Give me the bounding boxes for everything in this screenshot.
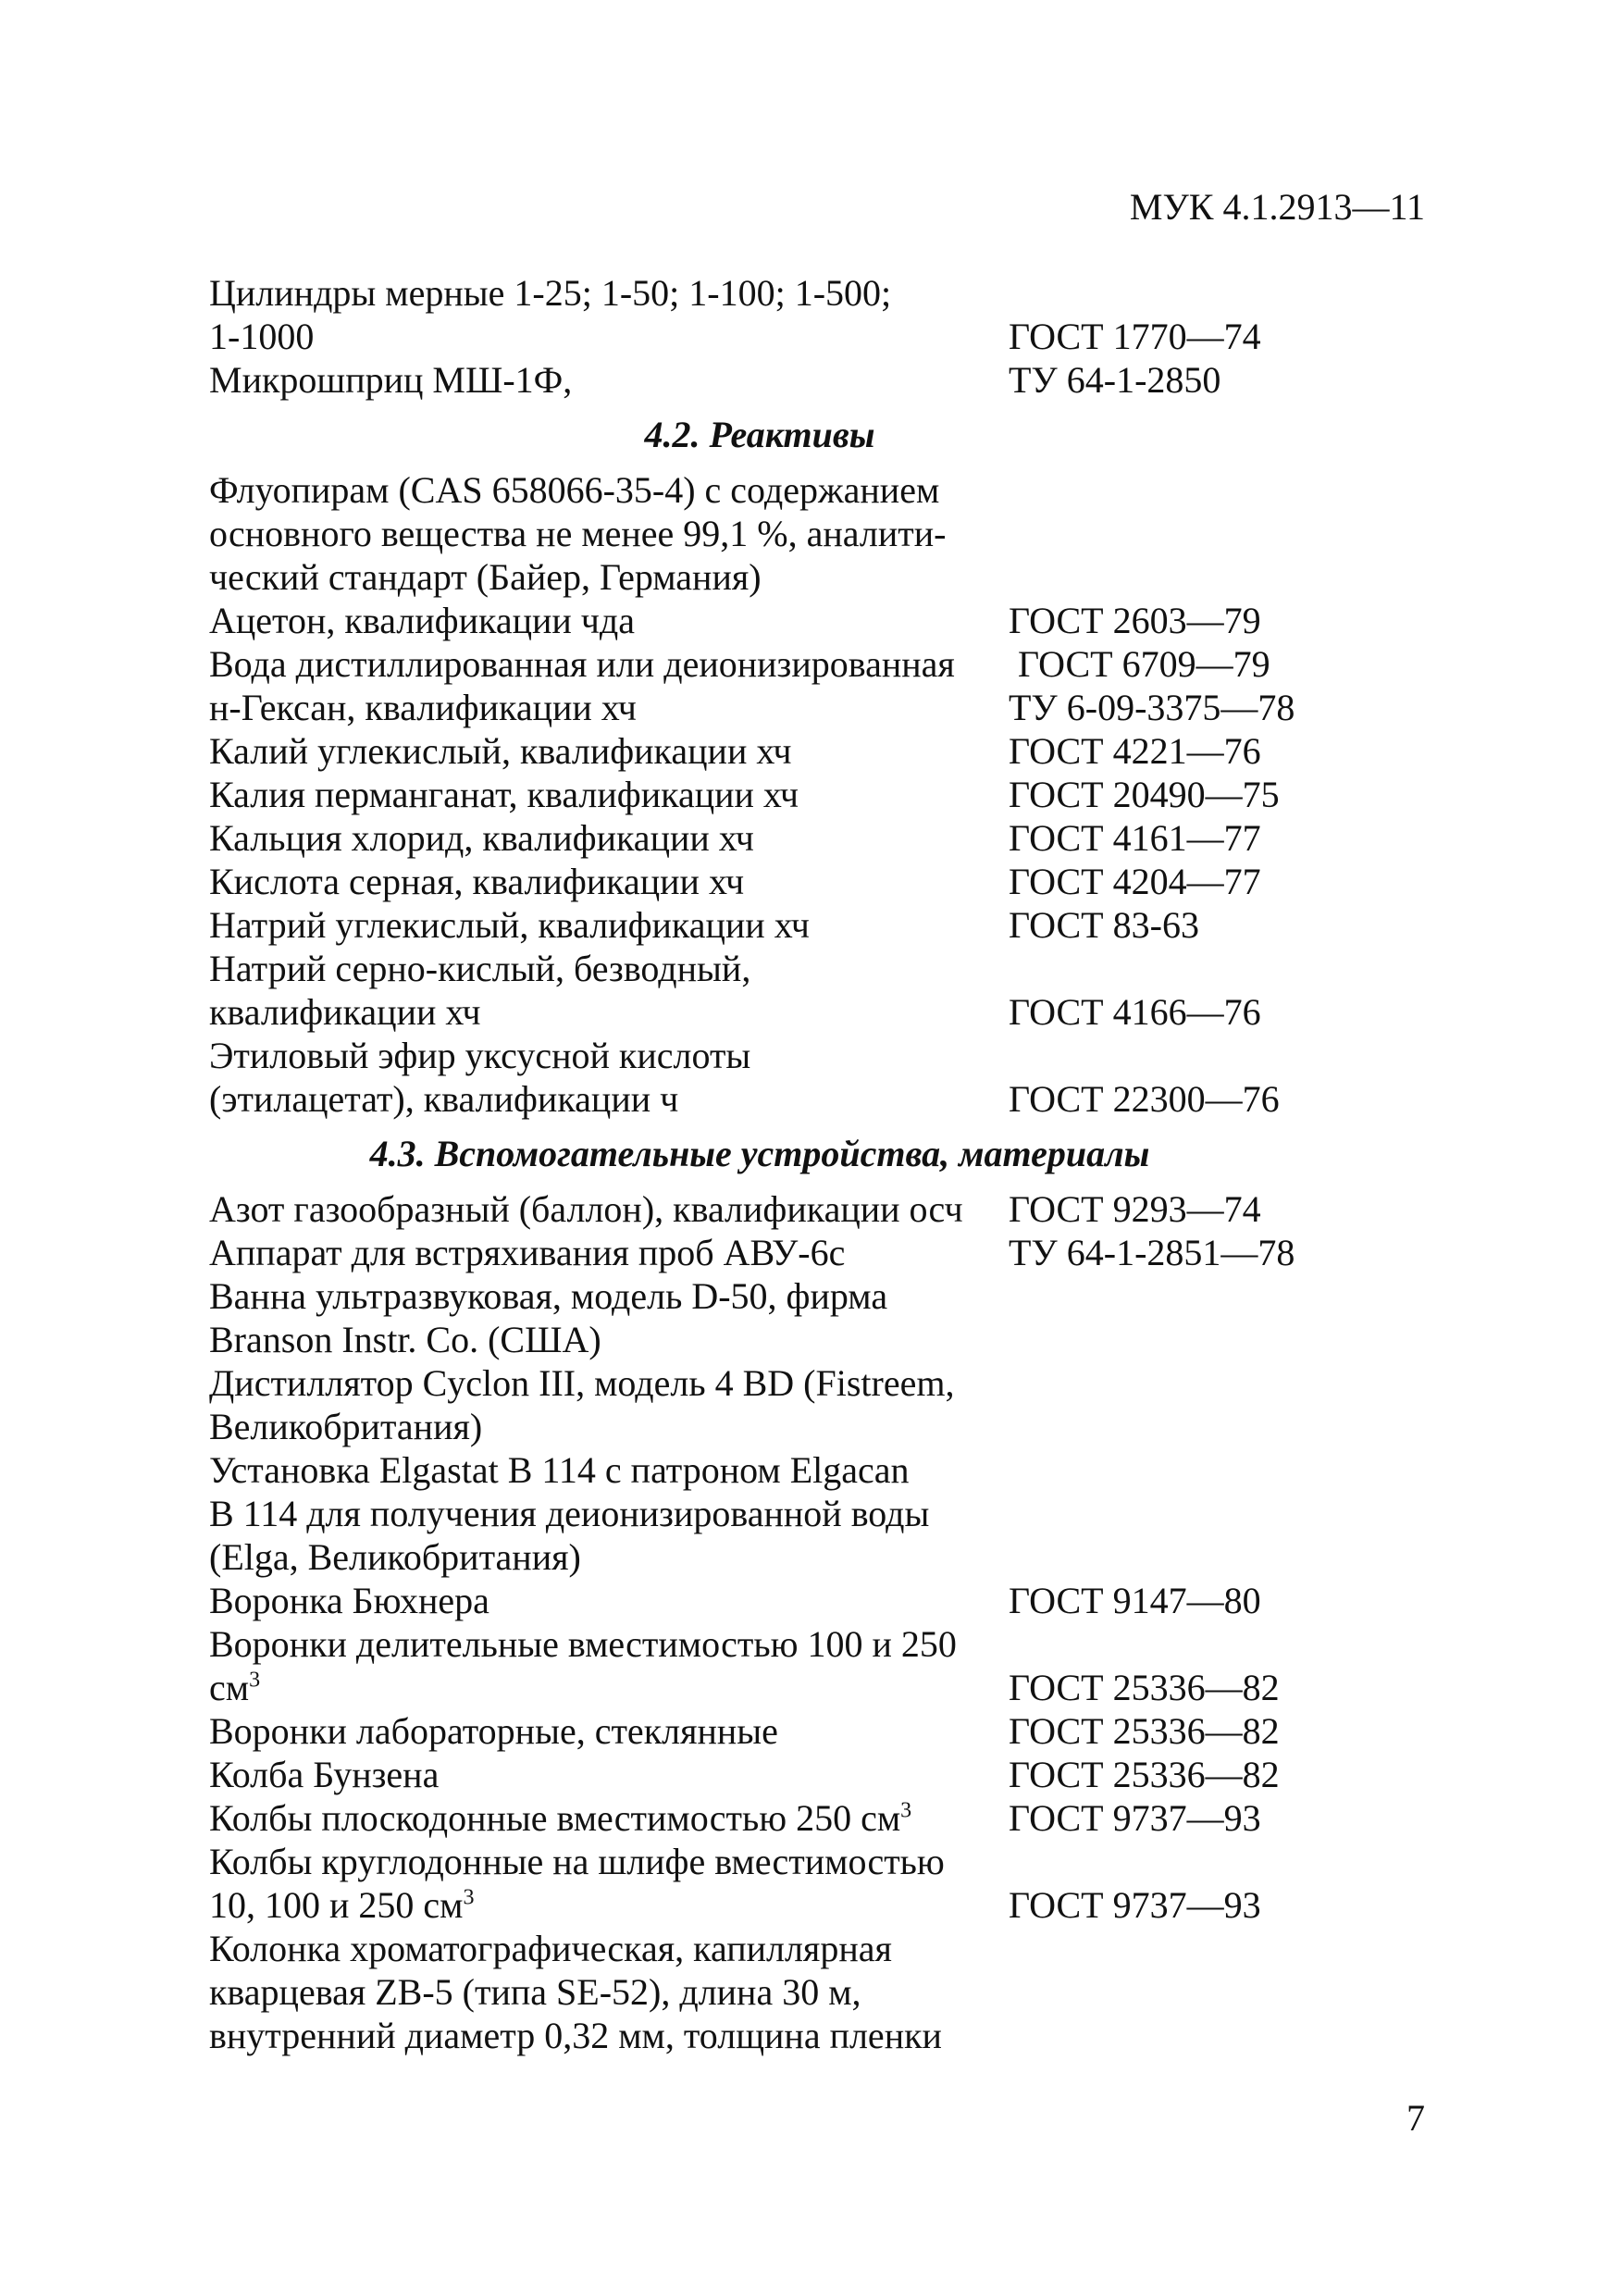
list-item [209,947,1412,1034]
list-item [209,729,1412,773]
list-item [209,1927,1412,2057]
item-standard-code: ГОСТ 25336—82 [1009,1667,1280,1708]
item-name-text: Воронки делительные вместимостью 100 и 250 см [209,1623,957,1708]
page-number: 7 [1406,2097,1425,2139]
item-name [209,686,1009,729]
item-name-text: Воронки лабораторные, стеклянные [209,1710,778,1752]
list-item [209,599,1412,642]
list-item [209,903,1412,947]
superscript: 3 [900,1798,912,1823]
item-name [209,1231,1009,1274]
list-item [209,1274,1412,1361]
list-item [209,468,1412,599]
item-standard-code: ГОСТ 25336—82 [1009,1710,1280,1752]
list-item [209,1231,1412,1274]
item-name [209,642,1009,686]
list-item [209,1034,1412,1121]
item-name-text: Кальция хлорид, квалификации хч [209,817,754,859]
item-name [209,1274,1009,1361]
item-name-text: Воронка Бюхнера [209,1580,489,1621]
superscript: 3 [249,1668,261,1693]
item-standard-code: ГОСТ 4166—76 [1009,991,1261,1033]
item-name [209,1840,1009,1927]
item-name [209,860,1009,903]
item-name [209,1622,1009,1709]
item-name [209,271,1009,358]
item-name [209,947,1009,1034]
list-item [209,1187,1412,1231]
item-standard-code: ГОСТ 6709—79 [1018,643,1270,685]
item-name [209,1361,1009,1448]
item-standard-code: ГОСТ 2603—79 [1009,600,1261,641]
item-name-text: Натрий углекислый, квалификации хч [209,904,810,946]
item-name-text: Колба Бунзена [209,1754,440,1795]
item-standard-code: ГОСТ 83-63 [1009,904,1199,946]
item-standard-code: ТУ 6-09-3375—78 [1009,687,1295,728]
item-standard-code: ГОСТ 22300—76 [1009,1078,1280,1120]
item-name-text: н-Гексан, квалификации хч [209,687,637,728]
list-item [209,686,1412,729]
list-item [209,1709,1412,1753]
item-name-text: Установка Elgastat B 114 с патроном Elgacan B 114 для получения деионизированной воды (Elga, Великобритания) [209,1449,930,1578]
item-name [209,1187,1009,1231]
item-name-text: Натрий серно-кислый, безводный, квалификации хч [209,948,751,1033]
item-name-text: Цилиндры мерные 1-25; 1-50; 1-100; 1-500; 1-1000 [209,272,892,357]
item-name-text: Этиловый эфир уксусной кислоты (этилацетат), квалификации ч [209,1035,751,1120]
item-name-text: Дистиллятор Cyclon III, модель 4 BD (Fistreem, Великобритания) [209,1362,955,1447]
item-standard-code: ГОСТ 4204—77 [1009,861,1261,902]
item-name-text: Аппарат для встряхивания проб АВУ-6с [209,1232,846,1273]
list-item [209,773,1412,816]
equipment-list-continued [209,271,1412,402]
item-name-text: Ацетон, квалификации чда [209,600,636,641]
item-name-text: Колонка хроматографическая, капиллярная кварцевая ZB-5 (типа SE-52), длина 30 м, внутренний диаметр 0,32 мм, толщина пленки [209,1928,942,2056]
item-name [209,1579,1009,1622]
item-name-text: Кислота серная, квалификации хч [209,861,745,902]
item-standard-code: ГОСТ 9293—74 [1009,1188,1261,1230]
list-item [209,1448,1412,1579]
list-item [209,358,1412,402]
list-item [209,642,1412,686]
item-name-text: Калия перманганат, квалификации хч [209,774,799,815]
item-name-text: Микрошприц МШ-1Ф, [209,359,573,401]
list-item [209,1840,1412,1927]
item-standard-code: ГОСТ 4221—76 [1009,730,1261,772]
item-name [209,773,1009,816]
item-standard-code: ГОСТ 9147—80 [1009,1580,1261,1621]
item-name [209,816,1009,860]
list-item [209,860,1412,903]
item-name-text: Калий углекислый, квалификации хч [209,730,792,772]
item-name [209,599,1009,642]
item-standard-code: ТУ 64-1-2850 [1009,359,1221,401]
item-name [209,729,1009,773]
item-name [209,1927,1009,2057]
item-standard-code: ТУ 64-1-2851—78 [1009,1232,1295,1273]
list-item [209,1796,1412,1840]
document-code-header: МУК 4.1.2913—11 [1129,186,1425,228]
item-name [209,1709,1009,1753]
list-item [209,1753,1412,1796]
list-item [209,271,1412,358]
item-name [209,1753,1009,1796]
item-name [209,358,1009,402]
list-item [209,1361,1412,1448]
item-standard-code: ГОСТ 20490—75 [1009,774,1280,815]
item-name-text: Вода дистиллированная или деионизированная [209,643,955,685]
superscript: 3 [463,1885,475,1910]
section-heading-auxiliary: 4.3. Вспомогательные устройства, материалы [369,1133,1150,1174]
item-standard-code: ГОСТ 25336—82 [1009,1754,1280,1795]
list-item [209,816,1412,860]
item-name-text: Ванна ультразвуковая, модель D-50, фирма Branson Instr. Co. (США) [209,1275,888,1360]
item-standard-code: ГОСТ 4161—77 [1009,817,1261,859]
item-standard-code: ГОСТ 9737—93 [1009,1884,1261,1926]
auxiliary-materials-list [209,1187,1412,2057]
item-name [209,903,1009,947]
reagents-list [209,468,1412,1121]
item-name [209,1448,1009,1579]
item-name [209,1796,1009,1840]
item-name [209,1034,1009,1121]
item-name [209,468,1009,599]
list-item [209,1622,1412,1709]
item-name-text: Азот газообразный (баллон), квалификации осч [209,1188,963,1230]
list-item [209,1579,1412,1622]
item-name-text: Колбы плоскодонные вместимостью 250 см [209,1797,901,1839]
document-body [209,271,1412,2057]
item-standard-code: ГОСТ 1770—74 [1009,316,1261,357]
item-name-text: Колбы круглодонные на шлифе вместимостью 10, 100 и 250 см [209,1841,945,1926]
item-standard-code: ГОСТ 9737—93 [1009,1797,1261,1839]
item-name-text: Флуопирам (CAS 658066-35-4) с содержанием основного вещества не менее 99,1 %, аналити- ческий стандарт (Байер, Германия) [209,469,947,598]
section-heading-reagents: 4.2. Реактивы [644,414,875,455]
